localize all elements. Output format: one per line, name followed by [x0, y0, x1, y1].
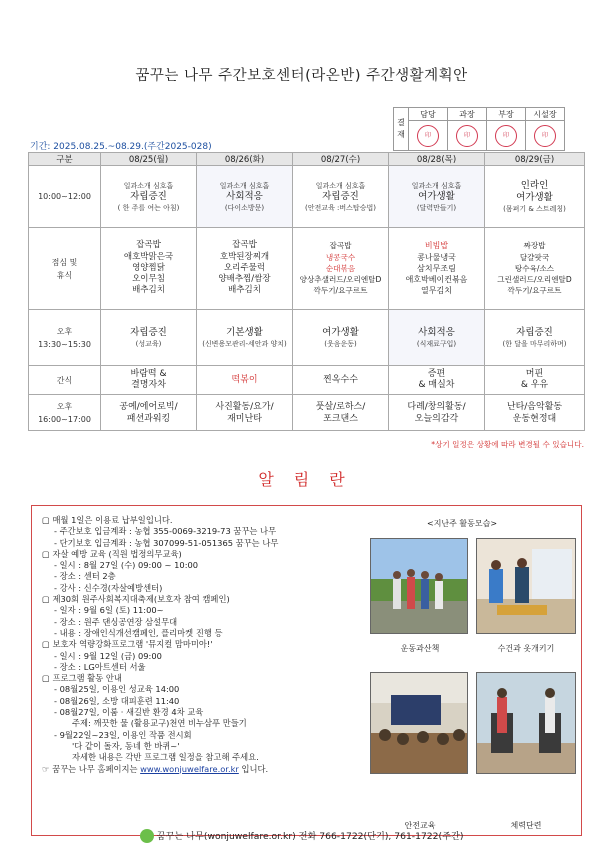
notice-item: '다 같이 돌자, 동네 한 바퀴~' — [72, 740, 180, 751]
header-cell: 08/29(금) — [485, 153, 585, 166]
header-cell: 08/26(화) — [197, 153, 293, 166]
notice-item: - 단기보호 입금계좌 : 농협 307099-51-051365 꿈꾸는 나무 — [54, 537, 279, 548]
photo-laundry — [476, 538, 576, 634]
notice-heading: ▢ 자살 예방 교육 (직원 법정의무교육) — [42, 548, 182, 559]
photo-exercise — [476, 672, 576, 774]
schedule-cell: 자립증진 (성교육) — [101, 310, 197, 366]
photo-caption: 안전교육 — [404, 821, 436, 830]
notice-heading: ▢ 프로그램 활동 안내 — [42, 673, 122, 684]
notice-item: 자세한 내용은 각반 프로그램 일정을 참고해 주세요. — [72, 752, 259, 763]
notice-title: 알림란 — [258, 470, 365, 489]
notice-item: - 일시 : 9월 12일 (금) 09:00 — [54, 650, 162, 661]
notice-item: - 장소 : 센터 2층 — [54, 571, 116, 582]
snack-cell: 머핀 & 우유 — [485, 366, 585, 395]
footer-text: 꿈꾸는 나무(wonjuwelfare.or.kr) 전화 766-1722(단기), 761-1722(주간) — [156, 831, 464, 842]
approval-head: 담당 — [409, 108, 448, 121]
notice-list — [42, 515, 382, 775]
activity-cell: 난타/음악활동 운동현정대 — [485, 395, 585, 431]
notice-item: - 08월25일, 이용인 성교육 14:00 — [54, 684, 180, 695]
schedule-cell: 인라인 여가생활 (몸펴기 & 스트레칭) — [485, 166, 585, 228]
schedule-cell: 자립증진 (한 달을 마무리하며) — [485, 310, 585, 366]
notice-item: - 장소 : 원주 댄싱공연장 삼설무대 — [54, 616, 178, 627]
schedule-cell: 일과소개 심호흡 여가생활 (달력만들기) — [389, 166, 485, 228]
header-cell: 08/25(월) — [101, 153, 197, 166]
activity-cell: 다례/창의활동/ 오늘의감각 — [389, 395, 485, 431]
notice-item: - 강사 : 신수경(자살예방센터) — [54, 582, 163, 593]
snack-cell: 바람떡 & 결명자차 — [101, 366, 197, 395]
lunch-menu: 잡곡밥 애호박맑은국 영양찜닭 오이무침 배추김치 — [101, 228, 197, 310]
header-cell: 08/27(수) — [293, 153, 389, 166]
row-label: 10:00~12:00 — [29, 166, 101, 228]
approval-head: 과장 — [448, 108, 487, 121]
approval-head: 시설장 — [526, 108, 565, 121]
period-label: 기간: 2025.08.25.~08.29.(주간2025-028) — [30, 142, 212, 152]
schedule-note: *상기 일정은 상황에 따라 변경될 수 있습니다. — [431, 440, 584, 449]
lunch-menu: 비빔밥 콩나물냉국 삼치무조림 애호박베이컨볶음 열무김치 — [389, 228, 485, 310]
schedule-table — [28, 152, 585, 431]
schedule-row-morning — [29, 166, 585, 228]
notice-heading: ▢ 매월 1일은 이용료 납부일입니다. — [42, 515, 173, 525]
stamp-icon: 印 — [456, 125, 478, 147]
schedule-row-late — [29, 395, 585, 431]
approval-signature — [526, 121, 565, 151]
page-title: 꿈꾸는 나무 주간보호센터(라온반) 주간생활계획안 — [135, 68, 468, 84]
notice-item: - 일자 : 9월 6일 (토) 11:00~ — [54, 605, 164, 616]
homepage-line — [42, 764, 382, 775]
schedule-cell: 일과소개 심호흡 사회적응 (다이소방문) — [197, 166, 293, 228]
homepage-link[interactable]: www.wonjuwelfare.or.kr — [140, 763, 239, 774]
photo-caption: 수건과 옷개키기 — [497, 644, 555, 653]
schedule-row-afternoon — [29, 310, 585, 366]
row-label: 점심 및 휴식 — [29, 228, 101, 310]
stamp-icon: 印 — [495, 125, 517, 147]
approval-signature — [409, 121, 448, 151]
photo-walk — [370, 538, 468, 634]
lunch-menu: 잡곡밥 냉콩국수 순대볶음 양상추샐러드/오리엔탈D 깍두기/요구르트 — [293, 228, 389, 310]
notice-item: - 일시 : 8월 27일 (수) 09:00 ~ 10:00 — [54, 560, 199, 571]
snack-cell: 증편 & 매실차 — [389, 366, 485, 395]
row-label: 간식 — [29, 366, 101, 395]
activity-cell: 공예/에어로빅/ 패션과워킹 — [101, 395, 197, 431]
photo-caption: 체력단련 — [510, 821, 542, 830]
snack-cell: 찐옥수수 — [293, 366, 389, 395]
snack-cell: 떡볶이 — [197, 366, 293, 395]
schedule-header-row — [29, 153, 585, 166]
notice-item: 주제: 깨끗한 물 (활용교구)천연 비누삼푸 만들기 — [72, 718, 247, 729]
header-cell: 구분 — [29, 153, 101, 166]
notice-item: - 08월26일, 소방 대피훈련 11:40 — [54, 695, 180, 706]
notice-item: - 08월27일, 이룸 · 새길반 환경 4차 교육 — [54, 707, 204, 718]
schedule-row-lunch — [29, 228, 585, 310]
notice-item: - 내용 : 장애인식개선캠페인, 플리마켓 진행 등 — [54, 627, 223, 638]
homepage-suffix: 입니다. — [241, 763, 269, 774]
lunch-menu: 잡곡밥 호박된장찌개 오리주물럭 양배추찜/쌈장 배추김치 — [197, 228, 293, 310]
notice-box — [31, 505, 582, 836]
row-label: 오후 16:00~17:00 — [29, 395, 101, 431]
row-label: 오후 13:30~15:30 — [29, 310, 101, 366]
schedule-row-snack — [29, 366, 585, 395]
notice-heading: ▢ 제30회 원주사회복지대축제(보호자 참여 캠페인) — [42, 594, 230, 605]
stamp-icon: 印 — [534, 125, 556, 147]
notice-item: - 주간보호 입금계좌 : 농협 355-0069-3219-73 꿈꾸는 나무 — [54, 526, 277, 537]
notice-item: - 장소 : LG아트센터 서울 — [54, 661, 146, 672]
notice-item: - 9월22일~23일, 이용인 작품 전시회 — [54, 729, 192, 740]
approval-side-label: 결재 — [394, 108, 409, 151]
stamp-icon: 印 — [417, 125, 439, 147]
schedule-cell: 일과소개 심호흡 자립증진 ( 한 주를 여는 아침) — [101, 166, 197, 228]
photo-safety — [370, 672, 468, 774]
approval-head: 부장 — [487, 108, 526, 121]
schedule-cell: 일과소개 심호흡 자립증진 (안전교육 :버스탑승법) — [293, 166, 389, 228]
photo-caption: 운동과산책 — [400, 644, 440, 653]
approval-signature — [487, 121, 526, 151]
schedule-cell: 기본생활 (신변용모관리-세안과 양치) — [197, 310, 293, 366]
approval-table — [393, 107, 565, 151]
schedule-cell: 여가생활 (웃음운동) — [293, 310, 389, 366]
activity-cell: 풋살/로하스/ 포크댄스 — [293, 395, 389, 431]
activity-cell: 사진활동/요가/ 재미난타 — [197, 395, 293, 431]
footer — [0, 828, 603, 844]
notice-heading: ▢ 보호자 역량강화프로그램 '뮤지컬 맘마미아!' — [42, 639, 213, 650]
photos-title: <지난주 활동모습> — [427, 519, 498, 528]
approval-signature — [448, 121, 487, 151]
schedule-cell: 사회적응 (식재료구입) — [389, 310, 485, 366]
header-cell: 08/28(목) — [389, 153, 485, 166]
leaf-logo-icon — [140, 829, 154, 843]
lunch-menu: 짜장밥 달걀팟국 탕수육/소스 그린샐러드/오리엔탈D 깍두기/요구르트 — [485, 228, 585, 310]
homepage-prefix: ☞ 꿈꾸는 나무 홈페이지는 — [42, 763, 138, 774]
